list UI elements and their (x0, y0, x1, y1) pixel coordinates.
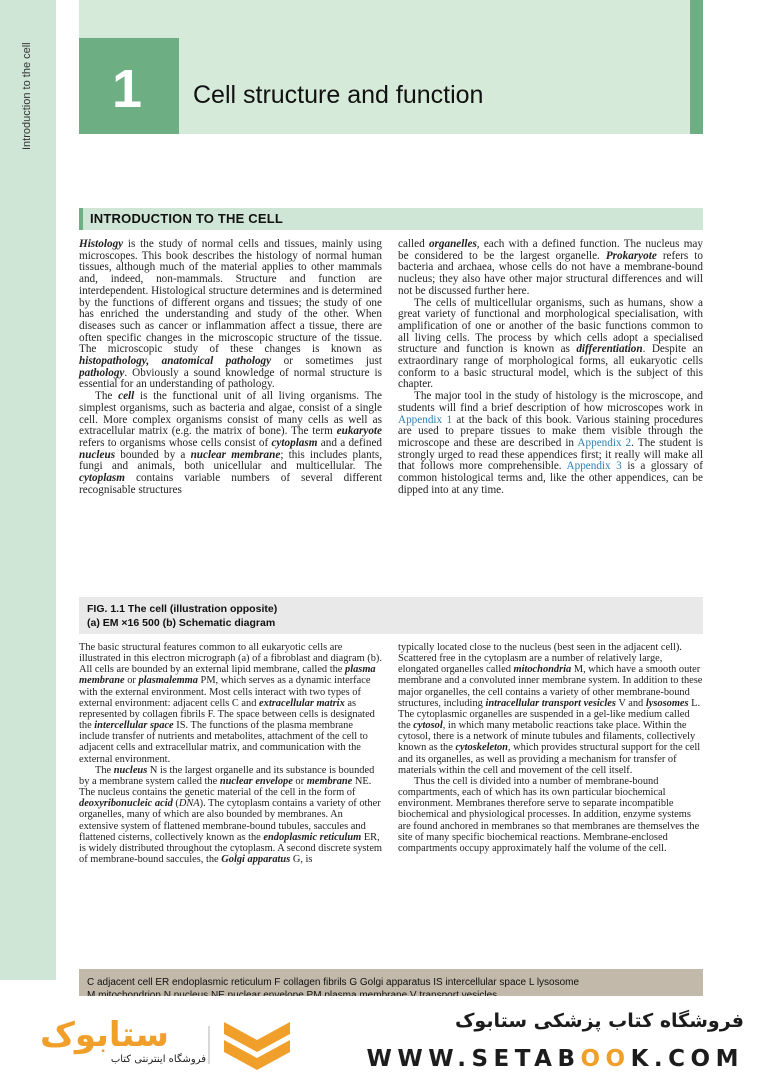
paragraph: The basic structural features common to all eukaryotic cells are illustrated in this electron micrograph (a) of a fibroblast and diagram (b). All cells are bounded by an external lipid membrane, called the plasma membrane or plasmalemma PM, which serves as a dynamic interface with the external environment. Most cells interact with two types of external environment: adjacent cells C and extracellular matrix as represented by collagen fibrils F. The space between cells is designated the intercellular space IS. The functions of the plasma membrane include transfer of nutrients and metabolites, attachment of the cell to adjacent cells and extracellular matrix, and communication with the external environment. (79, 642, 382, 765)
logo-subtitle: فروشگاه اینترنتی کتاب (110, 1054, 206, 1065)
paragraph: The major tool in the study of histology is the microscope, and students will find a brief description of how microscopes work in Appendix 1 at the back of this book. Various staining procedures are used to prepare tissues to make them visible through the microscope and these are described in Appendix 2. The student is strongly urged to read these appendices first; it really will make all that follows more comprehensible. Appendix 3 is a glossary of common histological terms and, like the other appendices, can be dipped into at any time. (398, 390, 703, 496)
section-heading (79, 208, 703, 230)
appendix-2-link[interactable]: Appendix 2 (577, 436, 632, 449)
banner-divider (208, 1026, 210, 1064)
shop-title: فروشگاه کتاب پزشکی ستابوک (454, 1010, 744, 1032)
paragraph: The cells of multicellular organisms, such as humans, show a great variety of functional and morphological specialisation, with amplification of one or another of the basic functions common to all living cells. The process by which cells adopt a specialised structure and function is known as differentiation. Despite an extraordinary range of morphological forms, all eukaryotic cells conform to a basic structural model, which is the subject of this chapter. (398, 296, 704, 391)
figure-text-column-right (398, 642, 703, 854)
appendix-3-link[interactable]: Appendix 3 (566, 460, 622, 473)
paragraph: typically located close to the nucleus (best seen in the adjacent cell). Scattered free in the cytoplasm are a number of relatively large, elongated organelles called mitochondria M, which have a smooth outer membrane and a convoluted inner membrane system. In addition to these major organelles, the cell contains a variety of other membrane-bound structures, including intracellular transport vesicles V and lysosomes L. The cytoplasmic organelles are suspended in a gel-like medium called the cytosol, in which many metabolic reactions take place. Within the cytosol, there is a network of minute tubules and filaments, collectively known as the cytoskeleton, which provides structural support for the cell and its organelles, as well as providing a mechanism for transfer of materials within the cell and movement of the cell itself. (398, 642, 703, 776)
figure-legend-line-1: C adjacent cell ER endoplasmic reticulum F collagen fibrils G Golgi apparatus IS intercellular space L lysosome (87, 977, 580, 988)
body-column-right (398, 239, 703, 496)
paragraph: The nucleus N is the largest organelle and its substance is bounded by a membrane system called the nuclear envelope or membrane NE. The nucleus contains the genetic material of the cell in the form of deoxyribonucleic acid (DNA). The cytoplasm contains a variety of other organelles, many of which are also bounded by membranes. An extensive system of flattened membrane-bound tubules, saccules and flattened cisterns, collectively known as the endoplasmic reticulum ER, is widely distributed throughout the cytoplasm. A second discrete system of membrane-bound saccules, the Golgi apparatus G, is (79, 764, 383, 865)
website-url[interactable]: WWW.SETABOOK.COM (366, 1046, 744, 1072)
paragraph: Thus the cell is divided into a number of membrane-bound compartments, each of which has its own particular biochemical environment. Membranes therefore serve to separate incompatible biochemical and physiological processes. In addition, enzyme systems are found anchored in membranes so that membranes are themselves the site of many specific biochemical reactions. Membrane-enclosed compartments occupy approximately half the volume of the cell. (398, 775, 700, 854)
section-heading-marker (79, 208, 83, 230)
paragraph: Histology is the study of normal cells and tissues, mainly using microscopes. This book describes the histology of normal human tissues, although much of the material applies to other mammals and, indeed, non-mammals. Structure and function are interdependent. Histological structure determines and is determined by the functions of different organs and tissues; the study of one has enriched the understanding and study of the other. When diseases such as cancer or inflammation affect a tissue, there are often specific changes in the microscopic structure of the tissue. The microscopic study of these changes is known as histopathology, anatomical pathology or sometimes just pathology. Obviously a sound knowledge of normal structure is essential for an understanding of pathology. (79, 238, 382, 391)
section-heading-text: INTRODUCTION TO THE CELL (90, 211, 284, 226)
logo-text: ستابوک (40, 1015, 169, 1055)
chapter-title: Cell structure and function (193, 81, 484, 109)
setabook-logo (40, 1015, 218, 1065)
figure-caption-line-2: (a) EM ×16 500 (b) Schematic diagram (87, 617, 276, 629)
chapter-number: 1 (112, 59, 143, 119)
appendix-1-link[interactable]: Appendix 1 (398, 413, 453, 426)
chevron-logo-icon (222, 1018, 292, 1074)
figure-caption-header (79, 597, 703, 634)
paragraph: called organelles, each with a defined function. The nucleus may be considered to be the largest organelle. Prokaryote refers to bacteria and archaea, whose cells do not have a membrane-bound nucleus; they also have other major structural differences and will not be discussed further here. (398, 238, 703, 297)
figure-text-column-left (79, 642, 384, 865)
body-column-left (79, 239, 382, 496)
chapter-header-rule (690, 0, 703, 134)
figure-caption-line-1: FIG. 1.1 The cell (illustration opposite) (87, 603, 278, 615)
paragraph: The cell is the functional unit of all living organisms. The simplest organisms, such as bacteria and algae, consist of a single cell. More complex organisms consist of many cells as well as extracellular matrix (e.g. the matrix of bone). The term eukaryote refers to organisms whose cells consist of cytoplasm and a defined nucleus bounded by a nuclear membrane; this includes plants, fungi and animals, both unicellular and multicellular. The cytoplasm contains variable numbers of several different recognisable structures (79, 390, 383, 496)
